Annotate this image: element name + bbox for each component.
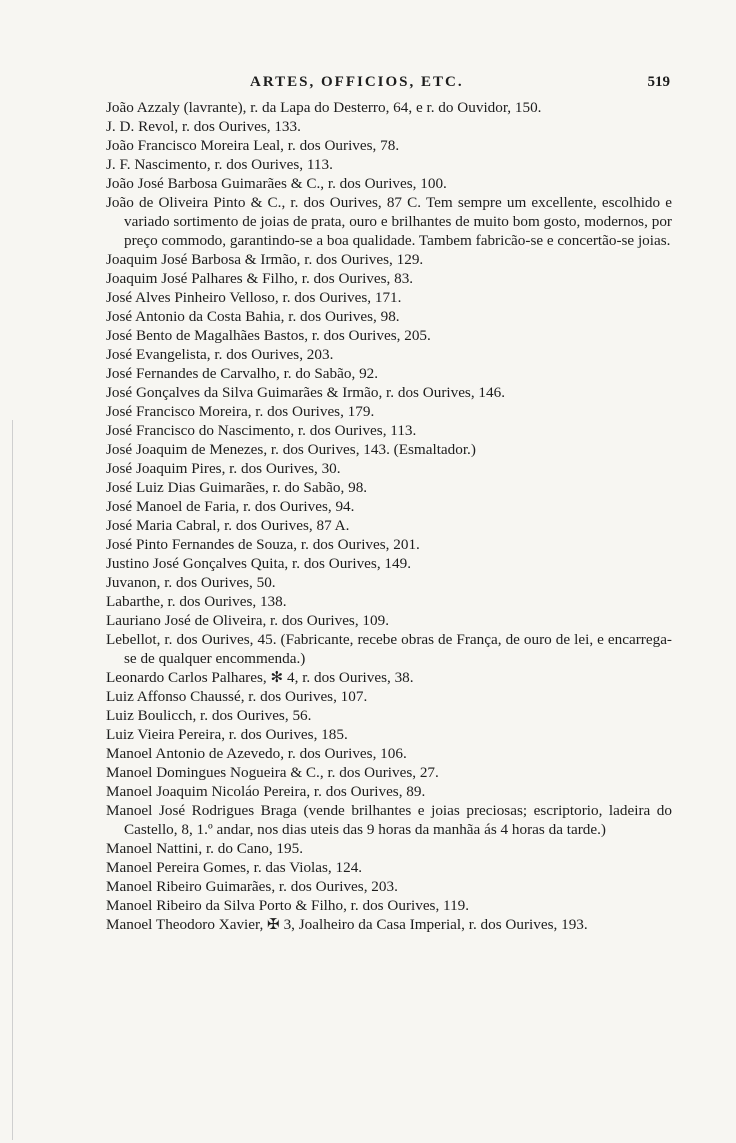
directory-entry: José Francisco do Nascimento, r. dos Ourives, 113. (106, 422, 417, 439)
directory-entry: Manoel Nattini, r. do Cano, 195. (106, 840, 303, 857)
running-title: ARTES, OFFICIOS, ETC. (250, 74, 464, 90)
directory-entry: J. F. Nascimento, r. dos Ourives, 113. (106, 156, 333, 173)
directory-entry: Lauriano José de Oliveira, r. dos Ourives, 109. (106, 612, 390, 629)
directory-entry: João Azzaly (lavrante), r. da Lapa do Desterro, 64, e r. do Ouvidor, 150. (106, 99, 542, 116)
directory-entry: Manoel Ribeiro da Silva Porto & Filho, r. dos Ourives, 119. (106, 897, 470, 914)
directory-entry: Manoel Pereira Gomes, r. das Violas, 124. (106, 859, 363, 876)
directory-entry: José Fernandes de Carvalho, r. do Sabão, 92. (106, 365, 379, 382)
directory-entry: Juvanon, r. dos Ourives, 50. (106, 574, 276, 591)
directory-entry: Manoel Domingues Nogueira & C., r. dos Ourives, 27. (106, 764, 439, 781)
directory-entry: Luiz Affonso Chaussé, r. dos Ourives, 107. (106, 688, 368, 705)
page-edge-line (12, 420, 13, 1140)
directory-entry: José Luiz Dias Guimarães, r. do Sabão, 98. (106, 479, 368, 496)
directory-entry: Luiz Boulicch, r. dos Ourives, 56. (106, 707, 312, 724)
directory-entry: José Antonio da Costa Bahia, r. dos Ourives, 98. (106, 308, 400, 325)
directory-entry: José Joaquim Pires, r. dos Ourives, 30. (106, 460, 341, 477)
page-header (100, 74, 670, 98)
directory-entry: José Alves Pinheiro Velloso, r. dos Ourives, 171. (106, 289, 402, 306)
directory-entry: Manoel Antonio de Azevedo, r. dos Ourives, 106. (106, 745, 407, 762)
directory-entry: José Pinto Fernandes de Souza, r. dos Ourives, 201. (106, 536, 420, 553)
directory-entry: João de Oliveira Pinto & C., r. dos Ourives, 87 C. Tem sempre um excellente, escolhido e variado sortimento de joias de prata, ouro e brilhantes de muito bom gosto, modernos, por preço commodo, garantindo-se a boa qualidade. Tambem fabricão-se e concertão-se joias. (106, 194, 672, 249)
directory-entry: José Joaquim de Menezes, r. dos Ourives, 143. (Esmaltador.) (106, 441, 476, 458)
directory-entry: Joaquim José Palhares & Filho, r. dos Ourives, 83. (106, 270, 414, 287)
directory-entry: Justino José Gonçalves Quita, r. dos Ourives, 149. (106, 555, 411, 572)
directory-entry: José Bento de Magalhães Bastos, r. dos Ourives, 205. (106, 327, 431, 344)
directory-entry: Manoel Joaquim Nicoláo Pereira, r. dos Ourives, 89. (106, 783, 426, 800)
directory-entry: Joaquim José Barbosa & Irmão, r. dos Ourives, 129. (106, 251, 424, 268)
directory-entry: João Francisco Moreira Leal, r. dos Ourives, 78. (106, 137, 400, 154)
directory-entry: José Evangelista, r. dos Ourives, 203. (106, 346, 334, 363)
directory-entries (106, 98, 672, 934)
page-number: 519 (647, 74, 670, 90)
directory-entry: José Gonçalves da Silva Guimarães & Irmão, r. dos Ourives, 146. (106, 384, 506, 401)
directory-entry: Leonardo Carlos Palhares, ✻ 4, r. dos Ourives, 38. (106, 669, 414, 686)
directory-entry: Labarthe, r. dos Ourives, 138. (106, 593, 287, 610)
directory-entry: Lebellot, r. dos Ourives, 45. (Fabricante, recebe obras de França, de ouro de lei, e encarrega-se de qualquer encommenda.) (106, 631, 672, 667)
directory-entry: José Maria Cabral, r. dos Ourives, 87 A. (106, 517, 350, 534)
directory-entry: Manoel Theodoro Xavier, ✠ 3, Joalheiro da Casa Imperial, r. dos Ourives, 193. (106, 916, 588, 933)
directory-entry: Manoel Ribeiro Guimarães, r. dos Ourives, 203. (106, 878, 398, 895)
directory-entry: Manoel José Rodrigues Braga (vende brilhantes e joias preciosas; escriptorio, ladeira do Castello, 8, 1.º andar, nos dias uteis das 9 horas da manhãa ás 4 horas da tarde.) (106, 802, 672, 838)
directory-entry: J. D. Revol, r. dos Ourives, 133. (106, 118, 301, 135)
directory-entry: João José Barbosa Guimarães & C., r. dos Ourives, 100. (106, 175, 447, 192)
directory-entry: José Francisco Moreira, r. dos Ourives, 179. (106, 403, 375, 420)
directory-entry: Luiz Vieira Pereira, r. dos Ourives, 185. (106, 726, 348, 743)
directory-entry: José Manoel de Faria, r. dos Ourives, 94. (106, 498, 355, 515)
